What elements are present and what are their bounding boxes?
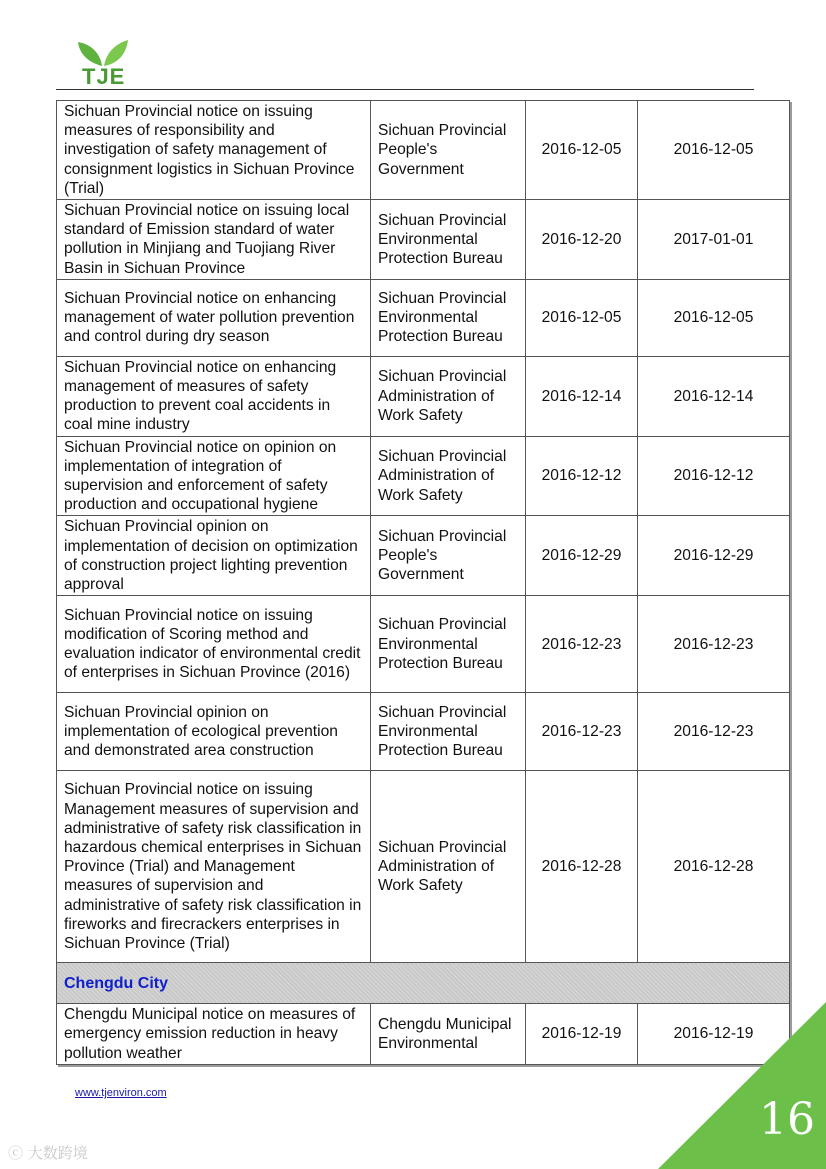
regulation-title: Sichuan Provincial notice on issuing measures of responsibility and investigation of safety management of consignment logistics in Sichuan Province (Trial) <box>57 101 371 200</box>
regulation-title: Sichuan Provincial notice on issuing local standard of Emission standard of water pollution in Minjiang and Tuojiang River Basin in Sichuan Province <box>57 200 371 280</box>
effective-date: 2016-12-28 <box>638 771 790 963</box>
regulation-title: Sichuan Provincial notice on issuing Management measures of supervision and administrative of safety risk classification in hazardous chemical enterprises in Sichuan Province (Trial) and Management measures of supervision and administrative of safety risk classification in fireworks and firecrackers enterprises in Sichuan Province (Trial) <box>57 771 371 963</box>
issue-date: 2016-12-05 <box>526 279 638 356</box>
effective-date: 2016-12-14 <box>638 356 790 436</box>
issue-date: 2016-12-20 <box>526 200 638 280</box>
effective-date: 2016-12-19 <box>638 1004 790 1065</box>
regulation-title: Sichuan Provincial opinion on implementation of decision on optimization of construction project lighting prevention approval <box>57 516 371 596</box>
regulation-title: Sichuan Provincial notice on enhancing management of water pollution prevention and control during dry season <box>57 279 371 356</box>
issue-date: 2016-12-23 <box>526 693 638 771</box>
issue-date: 2016-12-28 <box>526 771 638 963</box>
issuing-authority: Sichuan Provincial Administration of Work Safety <box>371 436 526 516</box>
effective-date: 2016-12-05 <box>638 101 790 200</box>
issue-date: 2016-12-14 <box>526 356 638 436</box>
section-heading: Chengdu City <box>57 963 790 1004</box>
regulation-title: Sichuan Provincial notice on issuing modification of Scoring method and evaluation indicator of environmental credit of enterprises in Sichuan Province (2016) <box>57 596 371 693</box>
effective-date: 2016-12-29 <box>638 516 790 596</box>
issuing-authority: Sichuan Provincial People's Government <box>371 516 526 596</box>
effective-date: 2016-12-05 <box>638 279 790 356</box>
issue-date: 2016-12-05 <box>526 101 638 200</box>
regulation-title: Sichuan Provincial notice on enhancing management of measures of safety production to prevent coal accidents in coal mine industry <box>57 356 371 436</box>
effective-date: 2016-12-23 <box>638 596 790 693</box>
page-number: 16 <box>759 1094 815 1145</box>
watermark-text: 大数跨境 <box>27 1144 88 1162</box>
regulation-title: Chengdu Municipal notice on measures of emergency emission reduction in heavy pollution weather <box>57 1004 371 1065</box>
issuing-authority: Sichuan Provincial Administration of Work Safety <box>371 771 526 963</box>
issuing-authority: Sichuan Provincial Environmental Protection Bureau <box>371 279 526 356</box>
issuing-authority: Sichuan Provincial Environmental Protection Bureau <box>371 596 526 693</box>
issue-date: 2016-12-12 <box>526 436 638 516</box>
issuing-authority: Chengdu Municipal Environmental <box>371 1004 526 1065</box>
issuing-authority: Sichuan Provincial Administration of Work Safety <box>371 356 526 436</box>
issue-date: 2016-12-19 <box>526 1004 638 1065</box>
logo-text: TJE <box>82 64 126 89</box>
issuing-authority: Sichuan Provincial Environmental Protection Bureau <box>371 200 526 280</box>
effective-date: 2016-12-23 <box>638 693 790 771</box>
issue-date: 2016-12-23 <box>526 596 638 693</box>
regulation-title: Sichuan Provincial notice on opinion on implementation of integration of supervision and enforcement of safety production and occupational hygiene <box>57 436 371 516</box>
issue-date: 2016-12-29 <box>526 516 638 596</box>
watermark <box>8 1142 88 1163</box>
issuing-authority: Sichuan Provincial Environmental Protection Bureau <box>371 693 526 771</box>
watermark-icon: ⓒ <box>8 1144 24 1162</box>
regulation-title: Sichuan Provincial opinion on implementation of ecological prevention and demonstrated area construction <box>57 693 371 771</box>
website-link[interactable]: www.tjenviron.com <box>75 1087 167 1099</box>
issuing-authority: Sichuan Provincial People's Government <box>371 101 526 200</box>
effective-date: 2017-01-01 <box>638 200 790 280</box>
effective-date: 2016-12-12 <box>638 436 790 516</box>
